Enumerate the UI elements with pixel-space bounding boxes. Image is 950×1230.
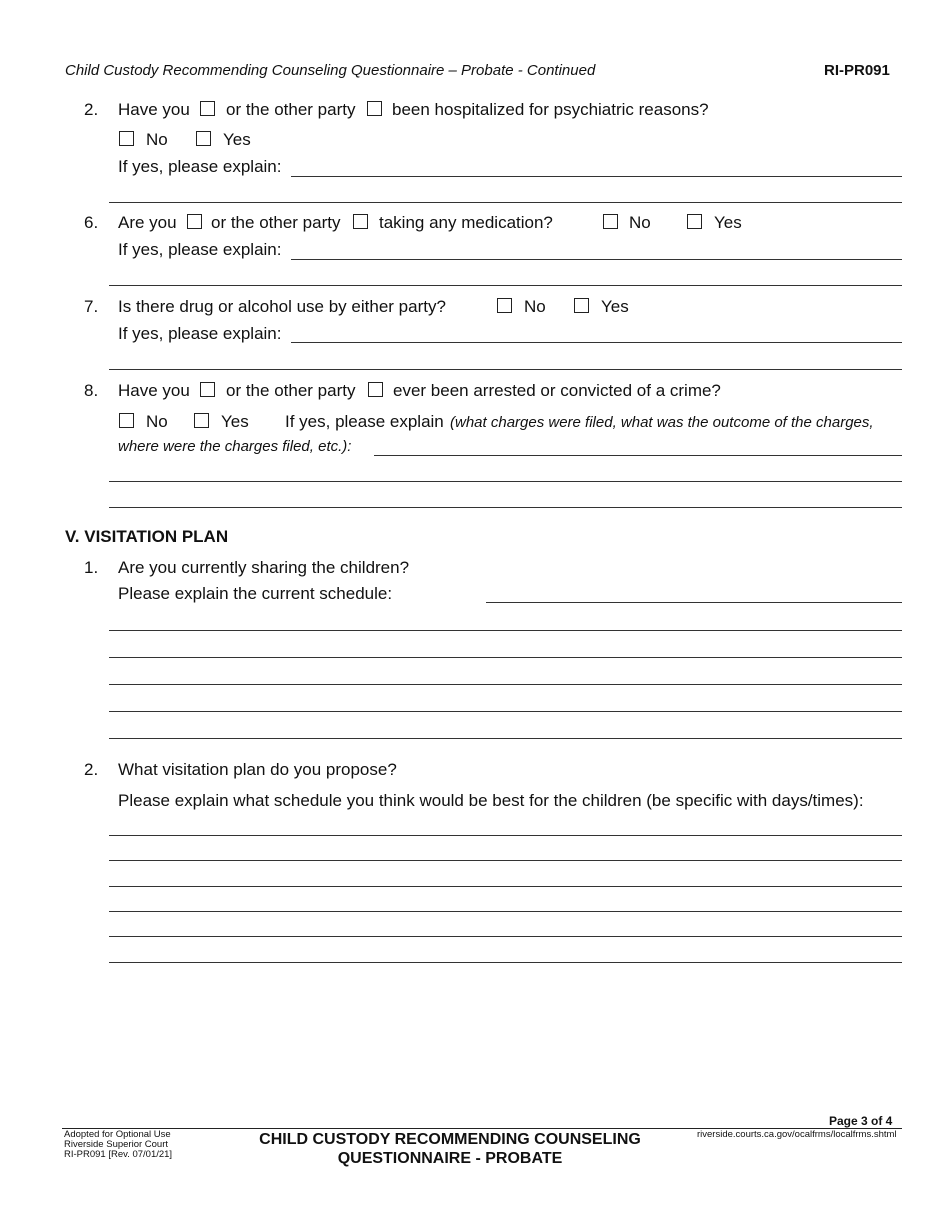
q8-other-party-checkbox[interactable] [368,382,383,397]
q2-explain-label: If yes, please explain: [118,157,282,176]
q2-explain-line[interactable] [291,176,902,177]
q6-yes-checkbox[interactable] [687,214,702,229]
v-q2-line-1[interactable] [109,835,902,836]
q2-explain-line-2[interactable] [109,202,902,203]
footer-court: Riverside Superior Court [64,1139,169,1150]
q8-explain-italic-2: where were the charges filed, etc.): [118,438,352,455]
v-q1-explain-label: Please explain the current schedule: [118,584,393,603]
v-q2-line-2[interactable] [109,860,902,861]
q6-part3: taking any medication? [379,213,553,232]
q2-no-label: No [146,130,168,149]
q2-number: 2. [84,100,99,119]
footer-url: riverside.courts.ca.gov/ocalfrms/localfrms.shtml [697,1129,897,1140]
footer-title-line-2: QUESTIONNAIRE - PROBATE [337,1150,563,1167]
v-q1-line-5[interactable] [109,711,902,712]
q8-explain-line[interactable] [374,455,902,456]
q8-part3: ever been arrested or convicted of a crime? [393,381,721,400]
q2-yes-label: Yes [223,130,251,149]
q7-yes-checkbox[interactable] [574,298,589,313]
q7-yes-label: Yes [601,297,629,316]
q8-explain-italic-1: (what charges were filed, what was the outcome of the charges, [450,414,874,431]
v-q1-line-6[interactable] [109,738,902,739]
q8-part1: Have you [118,381,190,400]
section-v-heading: V. VISITATION PLAN [65,527,229,546]
q6-no-label: No [629,213,651,232]
v-q2-text: What visitation plan do you propose? [118,760,397,779]
v-q2-line-4[interactable] [109,911,902,912]
form-id: RI-PR091 [824,62,890,79]
page-number: Page 3 of 4 [829,1114,893,1128]
footer-rev: RI-PR091 [Rev. 07/01/21] [64,1149,173,1160]
q7-number: 7. [84,297,99,316]
footer-title-line-1: CHILD CUSTODY RECOMMENDING COUNSELING [259,1131,641,1148]
v-q2-line-6[interactable] [109,962,902,963]
q8-explain-line-3[interactable] [109,507,902,508]
v-q1-line-4[interactable] [109,684,902,685]
v-q1-number: 1. [84,558,99,577]
v-q2-explain-label: Please explain what schedule you think would be best for the children (be specific with days/times): [118,791,864,810]
q8-number: 8. [84,381,99,400]
q2-other-party-checkbox[interactable] [367,101,382,116]
q2-part3: been hospitalized for psychiatric reasons? [392,100,709,119]
q6-explain-line[interactable] [291,259,902,260]
q6-explain-line-2[interactable] [109,285,902,286]
q7-explain-line[interactable] [291,342,902,343]
q6-yes-label: Yes [714,213,742,232]
v-q2-line-5[interactable] [109,936,902,937]
q7-text: Is there drug or alcohol use by either party? [118,297,446,316]
q8-explain-label: If yes, please explain [285,412,444,431]
v-q1-line-2[interactable] [109,630,902,631]
q6-number: 6. [84,213,99,232]
q6-you-checkbox[interactable] [187,214,202,229]
q6-explain-label: If yes, please explain: [118,240,282,259]
q8-no-label: No [146,412,168,431]
q8-no-checkbox[interactable] [119,413,134,428]
footer-adopted: Adopted for Optional Use [64,1129,171,1140]
v-q2-number: 2. [84,760,99,779]
v-q1-line[interactable] [486,602,902,603]
q8-yes-label: Yes [221,412,249,431]
q6-other-party-checkbox[interactable] [353,214,368,229]
q8-explain-line-2[interactable] [109,481,902,482]
q2-you-checkbox[interactable] [200,101,215,116]
q8-you-checkbox[interactable] [200,382,215,397]
q6-no-checkbox[interactable] [603,214,618,229]
q7-no-checkbox[interactable] [497,298,512,313]
form-header-title: Child Custody Recommending Counseling Questionnaire – Probate - Continued [65,62,596,79]
q2-yes-checkbox[interactable] [196,131,211,146]
q2-part1: Have you [118,100,190,119]
q2-no-checkbox[interactable] [119,131,134,146]
q7-explain-line-2[interactable] [109,369,902,370]
q6-part1: Are you [118,213,177,232]
q2-part2: or the other party [226,100,356,119]
q6-part2: or the other party [211,213,341,232]
v-q1-line-3[interactable] [109,657,902,658]
q7-no-label: No [524,297,546,316]
q7-explain-label: If yes, please explain: [118,324,282,343]
v-q2-line-3[interactable] [109,886,902,887]
q8-yes-checkbox[interactable] [194,413,209,428]
q8-part2: or the other party [226,381,356,400]
v-q1-text: Are you currently sharing the children? [118,558,410,577]
